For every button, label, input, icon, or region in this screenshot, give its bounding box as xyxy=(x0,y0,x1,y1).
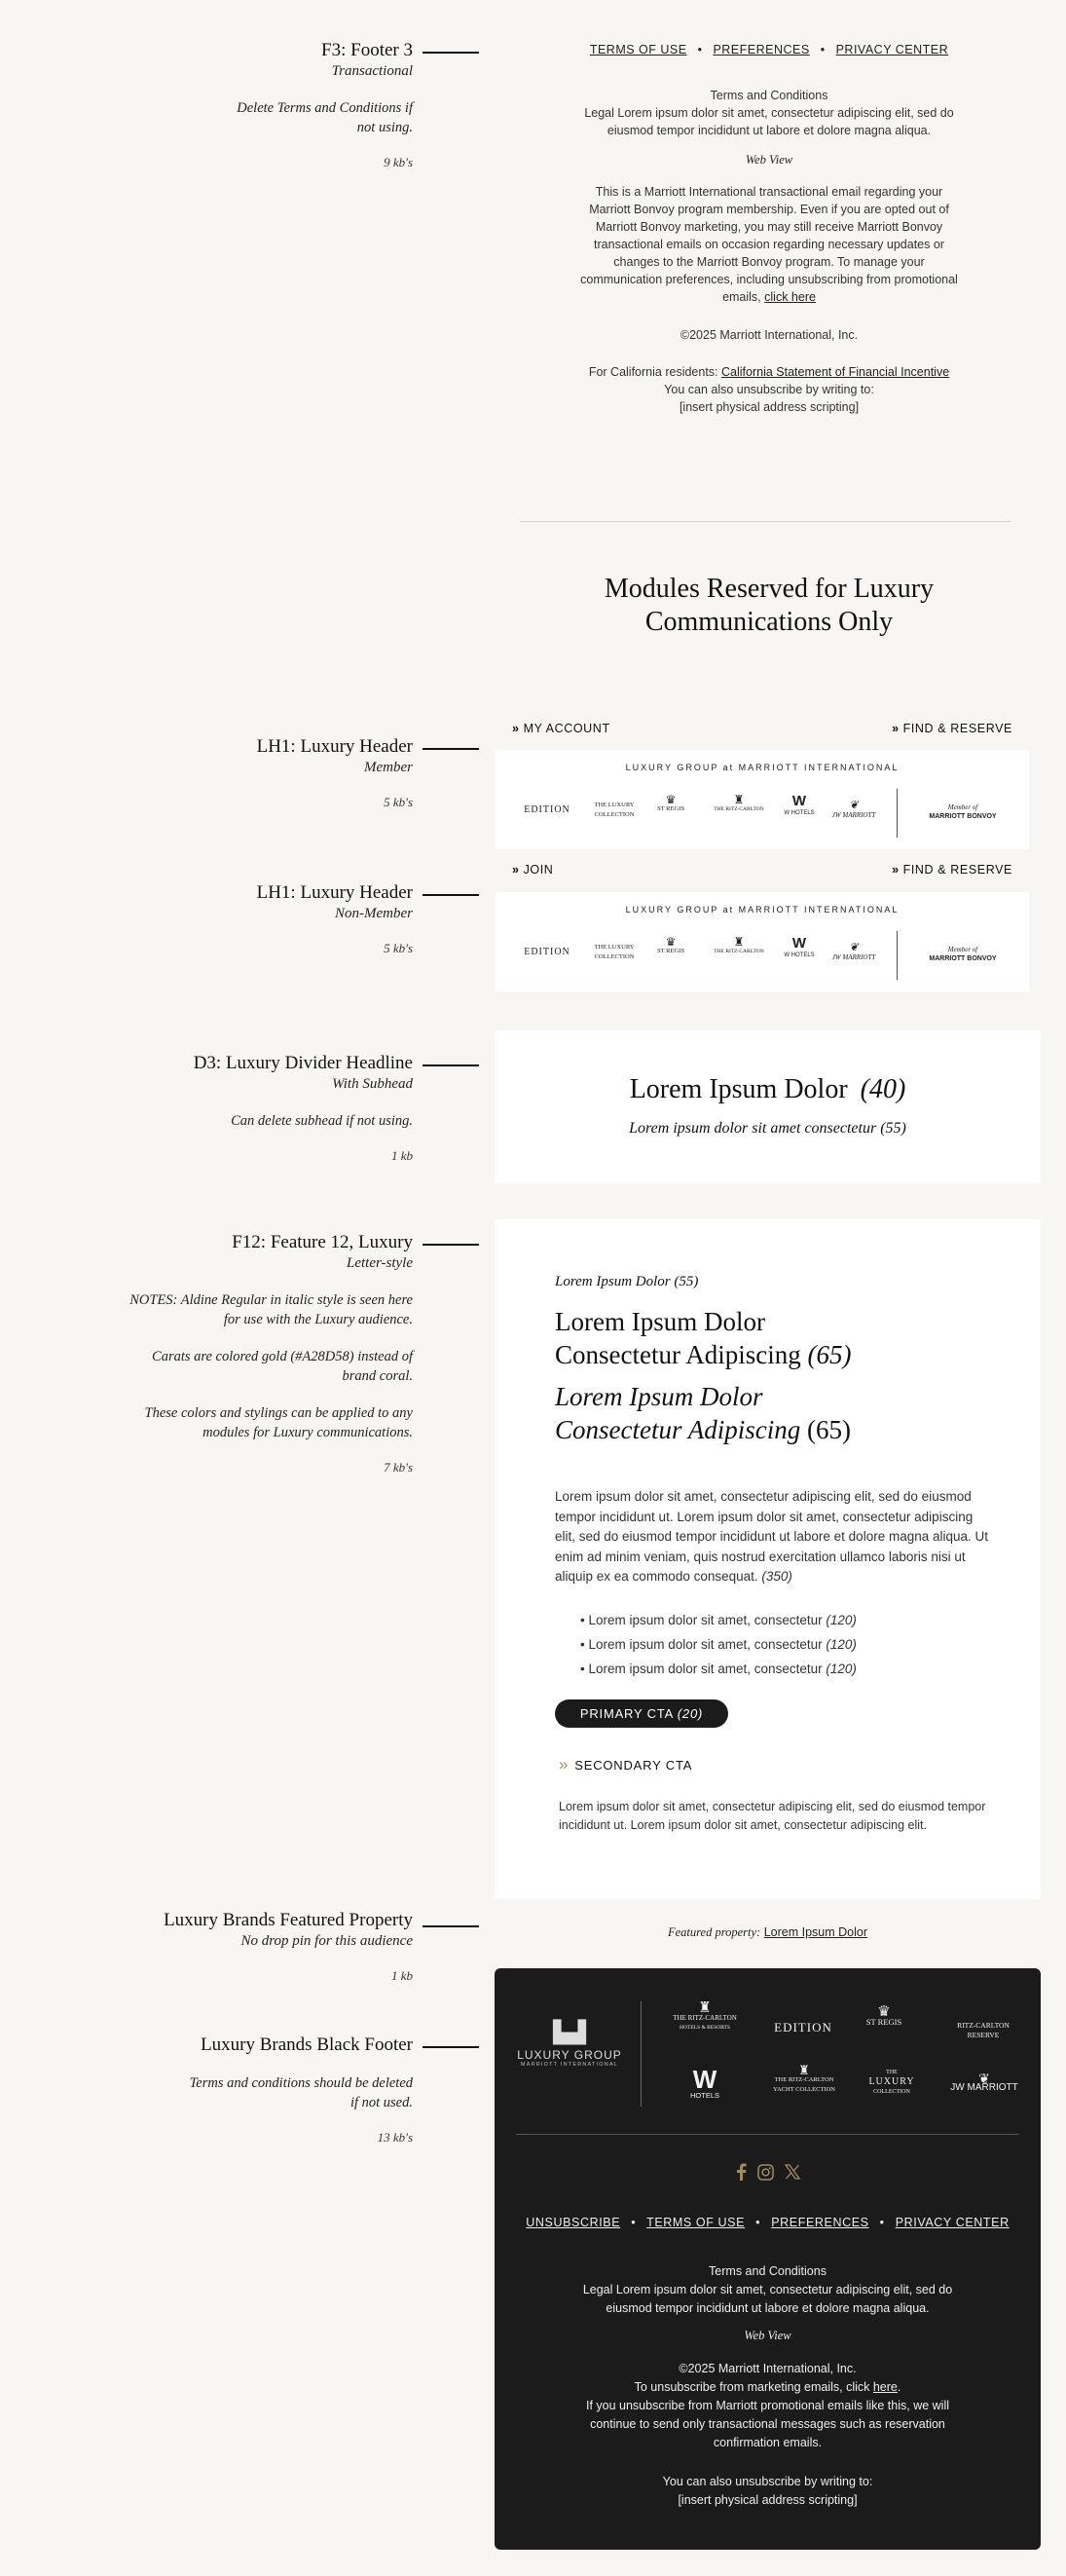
list-item: • Lorem ipsum dolor sit amet, consectetur (120) xyxy=(580,1613,857,1627)
black-footer-unsub: ©2025 Marriott International, Inc. To unsubscribe from marketing emails, click here. If you unsubscribe from Marriott promotional emails like this, we will continue to send only transactional messages such as reservation confirmation emails. xyxy=(584,2360,951,2452)
annotation-black-footer xyxy=(0,2035,413,2146)
annotation-subtitle: Letter-style xyxy=(346,1255,413,1271)
jw-marriott-logo[interactable]: ❦ JW MARRIOTT xyxy=(831,800,876,819)
divider-headline-card xyxy=(495,1030,1041,1183)
st-regis-logo[interactable]: ♛ ST REGIS xyxy=(657,793,684,812)
annotation-f3 xyxy=(0,40,413,170)
annotation-title: Luxury Brands Featured Property xyxy=(164,1910,413,1930)
unsub-writing: You can also unsubscribe by writing to: xyxy=(662,2475,873,2488)
marriott-bonvoy-logo[interactable]: Member of MARRIOTT BONVOY xyxy=(929,946,997,962)
annotation-title: LH1: Luxury Header xyxy=(256,882,413,903)
copyright: ©2025 Marriott International, Inc. xyxy=(680,328,859,342)
annotation-d3 xyxy=(0,1053,413,1164)
luxury-header-nonmember-bar xyxy=(512,863,1012,884)
featured-property-link[interactable]: Lorem Ipsum Dolor xyxy=(763,1925,867,1939)
luxury-group-icon: ▙▟ xyxy=(553,2020,586,2044)
preferences-link[interactable]: PREFERENCES xyxy=(713,43,810,56)
black-footer-terms xyxy=(580,2262,955,2318)
transactional-text: This is a Marriott International transactional email regarding your Marriott Bonvoy program membership. Even if you are opted out of Marriott Bonvoy marketing, you may still receive Marriott Bonvoy transactional emails on occasion regarding necessary updates or changes to the Marriott Bonvoy program. To manage your communication preferences, including unsubscribing from promotional emails, click here xyxy=(580,185,958,304)
w-hotels-logo[interactable]: W W HOTELS xyxy=(784,793,815,816)
connector-line xyxy=(423,1064,479,1066)
annotation-title: F3: Footer 3 xyxy=(321,40,413,60)
annotation-note: Terms and conditions should be deleted if not used. xyxy=(189,2075,413,2110)
web-view-link[interactable]: Web View xyxy=(745,153,793,167)
terms-body: Legal Lorem ipsum dolor sit amet, consectetur adipiscing elit, sed do eiusmod tempor incididunt ut labore et dolore magna aliqua. xyxy=(582,2283,953,2315)
luxury-collection-logo[interactable]: THE LUXURY COLLECTION xyxy=(868,2070,915,2095)
connector-line xyxy=(423,52,479,54)
terms-body: Legal Lorem ipsum dolor sit amet, consectetur adipiscing elit, sed do eiusmod tempor incididunt ut labore et dolore magna aliqua. xyxy=(584,106,954,137)
facebook-icon[interactable] xyxy=(734,2163,748,2181)
social-icons xyxy=(734,2163,802,2183)
annotation-kb: 1 kb xyxy=(390,1148,413,1163)
privacy-center-link[interactable]: PRIVACY CENTER xyxy=(895,2216,1010,2229)
list-item: • Lorem ipsum dolor sit amet, consectetur (120) xyxy=(580,1661,857,1676)
edition-logo[interactable]: EDITION xyxy=(524,804,570,815)
connector-line xyxy=(423,748,479,750)
connector-line xyxy=(423,1925,479,1927)
annotation-featured xyxy=(0,1910,413,1984)
copyright: ©2025 Marriott International, Inc. xyxy=(679,2362,857,2375)
x-icon[interactable] xyxy=(785,2164,800,2180)
black-footer-address xyxy=(495,2473,1041,2510)
list-item: • Lorem ipsum dolor sit amet, consectetur (120) xyxy=(580,1637,857,1652)
california-line: For California residents: California Statement of Financial Incentive xyxy=(588,365,950,379)
annotation-subtitle: No drop pin for this audience xyxy=(240,1933,413,1949)
unsub-continue: If you unsubscribe from Marriott promotional emails like this, we will continue to send only transactional messages such as reservation confirmation emails. xyxy=(585,2399,950,2449)
logo-divider xyxy=(897,931,898,980)
luxury-collection-logo[interactable]: THE LUXURY COLLECTION xyxy=(594,944,635,960)
california-link[interactable]: California Statement of Financial Incentive xyxy=(721,365,950,379)
edition-logo[interactable]: EDITION xyxy=(774,2020,832,2035)
join-link[interactable]: » JOIN xyxy=(512,863,554,877)
annotation-note: Carats are colored gold (#A28D58) instead of brand coral. xyxy=(152,1349,413,1384)
feature-body: Lorem ipsum dolor sit amet, consectetur adipiscing elit, sed do eiusmod tempor incididunt ut. Lorem ipsum dolor sit amet, consectetur adipiscing elit, sed do eiusmod tempor incididunt ut labore et dolore magna aliqua. Ut enim ad minim veniam, quis nostrud exercitation ullamco laboris nisi ut aliquip ex ea commodo consequat. (350) xyxy=(555,1489,989,1584)
annotation-title: F12: Feature 12, Luxury xyxy=(232,1232,413,1252)
click-here-link[interactable]: click here xyxy=(764,290,816,304)
section-title: Modules Reserved for Luxury Communications Only xyxy=(604,574,935,637)
luxury-group-title: LUXURY GROUP at MARRIOTT INTERNATIONAL xyxy=(625,905,900,915)
w-hotels-logo[interactable]: W W HOTELS xyxy=(784,935,815,958)
chevron-icon: » xyxy=(512,722,520,735)
annotation-kb: 5 kb's xyxy=(384,795,413,809)
connector-line xyxy=(423,1244,479,1246)
luxury-group-logo[interactable]: ▙▟ LUXURY GROUP MARRIOTT INTERNATIONAL xyxy=(514,2021,625,2068)
luxury-header-member-bar xyxy=(512,722,1012,743)
annotation-note: Delete Terms and Conditions if not using. xyxy=(237,100,413,135)
terms-heading: Terms and Conditions xyxy=(710,89,828,102)
w-hotels-logo[interactable]: W HOTELS xyxy=(689,2065,719,2100)
find-reserve-link[interactable]: » FIND & RESERVE xyxy=(892,863,1012,877)
luxury-group-title: LUXURY GROUP at MARRIOTT INTERNATIONAL xyxy=(625,763,900,772)
annotation-subtitle: Non-Member xyxy=(335,906,413,921)
logo-divider xyxy=(897,789,898,838)
primary-cta-button[interactable]: PRIMARY CTA (20) xyxy=(555,1699,728,1728)
annotation-note: These colors and stylings can be applied to any modules for Luxury communications. xyxy=(144,1405,413,1440)
annotation-kb: 1 kb xyxy=(390,1968,413,1983)
feature-12-card xyxy=(495,1219,1041,1899)
ritz-carlton-reserve-logo[interactable]: RITZ-CARLTON RESERVE xyxy=(957,2021,1010,2039)
physical-address: [insert physical address scripting] xyxy=(678,2493,858,2507)
ritz-carlton-yacht-logo[interactable]: ♜ THE RITZ-CARLTON YACHT COLLECTION xyxy=(773,2063,835,2093)
annotation-title: D3: Luxury Divider Headline xyxy=(193,1053,413,1073)
feature-closing: Lorem ipsum dolor sit amet, consectetur adipiscing elit, sed do eiusmod tempor incididunt ut. Lorem ipsum dolor sit amet, consectetur adipiscing elit. xyxy=(559,1800,986,1832)
ritz-carlton-logo[interactable]: ♜ THE RITZ-CARLTON xyxy=(714,935,764,954)
marriott-bonvoy-logo[interactable]: Member of MARRIOTT BONVOY xyxy=(929,803,997,820)
annotation-title: Luxury Brands Black Footer xyxy=(201,2035,413,2055)
terms-heading: Terms and Conditions xyxy=(709,2264,827,2278)
instagram-icon[interactable] xyxy=(757,2164,774,2181)
edition-logo[interactable]: EDITION xyxy=(524,947,570,957)
feature-headline: Lorem Ipsum Dolor Consectetur Adipiscing (65) xyxy=(555,1307,852,1369)
chevron-icon: » xyxy=(512,863,520,877)
unsubscribe-here-link[interactable]: here xyxy=(872,2380,898,2394)
ritz-carlton-logo[interactable]: ♜ THE RITZ-CARLTON xyxy=(714,793,764,812)
annotation-note: Can delete subhead if not using. xyxy=(231,1113,413,1129)
black-footer-links: UNSUBSCRIBE • TERMS OF USE • PREFERENCES • PRIVACY CENTER xyxy=(526,2216,1010,2229)
annotation-kb: 13 kb's xyxy=(377,2130,413,2145)
unsubscribe-link[interactable]: UNSUBSCRIBE xyxy=(526,2216,621,2229)
jw-marriott-logo[interactable]: ❦ JW MARRIOTT xyxy=(950,2071,1018,2093)
annotation-subtitle: Transactional xyxy=(331,63,413,79)
annotation-subtitle: Member xyxy=(364,760,413,775)
st-regis-logo[interactable]: ♛ ST REGIS xyxy=(657,935,684,954)
annotation-f12 xyxy=(0,1232,413,1475)
footer3-links: TERMS OF USE • PREFERENCES • PRIVACY CENTER xyxy=(589,43,949,56)
chevron-icon: » xyxy=(892,863,900,877)
black-footer xyxy=(495,1968,1041,2550)
feature-headline-italic: Lorem Ipsum Dolor Consectetur Adipiscing (65) xyxy=(555,1382,851,1444)
footer-logo-divider xyxy=(641,2001,642,2107)
gold-chevron-icon: » xyxy=(559,1755,570,1773)
annotation-kb: 9 kb's xyxy=(384,155,413,169)
st-regis-logo[interactable]: ♛ ST REGIS xyxy=(865,2004,902,2027)
annotation-title: LH1: Luxury Header xyxy=(256,736,413,757)
luxury-logo-bar-nonmember xyxy=(496,892,1029,991)
terms-of-use-link[interactable]: TERMS OF USE xyxy=(589,43,687,56)
connector-line xyxy=(423,894,479,896)
secondary-cta-link[interactable]: » SECONDARY CTA xyxy=(559,1755,693,1773)
feature-bullets xyxy=(580,1608,857,1681)
annotation-kb: 5 kb's xyxy=(384,941,413,955)
physical-address: [insert physical address scripting] xyxy=(679,400,860,414)
footer-rule xyxy=(516,2134,1019,2135)
jw-marriott-logo[interactable]: ❦ JW MARRIOTT xyxy=(831,942,876,961)
luxury-logo-bar-member xyxy=(496,750,1029,849)
luxury-collection-logo[interactable]: THE LUXURY COLLECTION xyxy=(594,802,635,818)
annotation-note: NOTES: Aldine Regular in italic style is seen here for use with the Luxury audience. xyxy=(129,1292,413,1327)
annotation-lh1-member xyxy=(0,736,413,810)
divider-rule xyxy=(520,521,1011,522)
feature-eyebrow: Lorem Ipsum Dolor (55) xyxy=(555,1274,699,1289)
web-view-link[interactable]: Web View xyxy=(744,2329,791,2342)
annotation-kb: 7 kb's xyxy=(384,1460,413,1475)
my-account-link[interactable]: » MY ACCOUNT xyxy=(512,722,610,735)
unsub-writing: You can also unsubscribe by writing to: xyxy=(664,383,874,396)
preferences-link[interactable]: PREFERENCES xyxy=(771,2216,869,2229)
privacy-center-link[interactable]: PRIVACY CENTER xyxy=(835,43,949,56)
ritz-carlton-logo[interactable]: ♜ THE RITZ-CARLTON HOTELS & RESORTS xyxy=(673,2000,737,2031)
divider-subhead: Lorem ipsum dolor sit amet consectetur (55) xyxy=(629,1120,906,1137)
divider-headline: Lorem Ipsum Dolor (40) xyxy=(629,1074,906,1104)
annotation-subtitle: With Subhead xyxy=(332,1076,413,1092)
chevron-icon: » xyxy=(892,722,900,735)
find-reserve-link[interactable]: » FIND & RESERVE xyxy=(892,722,1012,735)
footer3-terms xyxy=(584,87,954,139)
featured-property: Featured property: Lorem Ipsum Dolor xyxy=(667,1925,867,1939)
connector-line xyxy=(423,2046,479,2048)
annotation-lh1-nonmember xyxy=(0,882,413,956)
terms-of-use-link[interactable]: TERMS OF USE xyxy=(646,2216,746,2229)
